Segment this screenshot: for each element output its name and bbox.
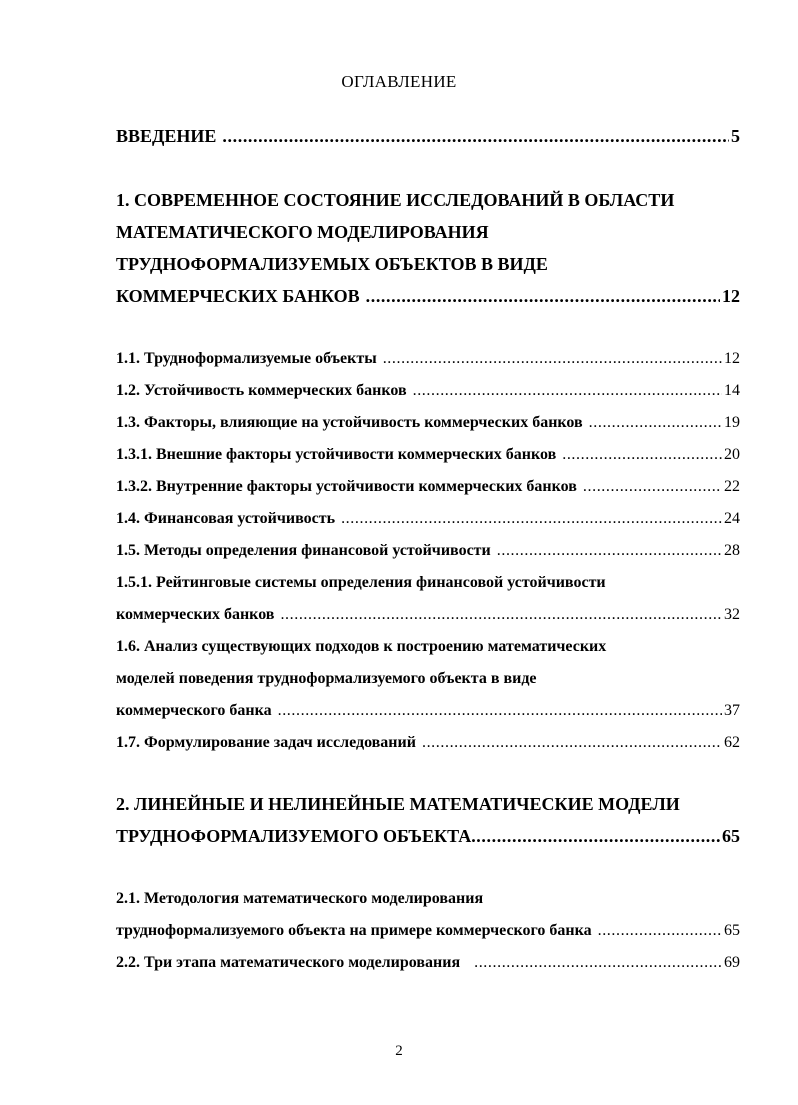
toc-leader <box>278 702 722 720</box>
toc-page: 20 <box>724 446 740 463</box>
toc-page: 37 <box>724 702 740 719</box>
toc-leader <box>598 922 722 940</box>
toc-entry-text: ТРУДНОФОРМАЛИЗУЕМОГО ОБЪЕКТА <box>116 826 472 846</box>
toc-leader <box>280 606 722 624</box>
toc-entry-text: КОММЕРЧЕСКИХ БАНКОВ <box>116 286 360 306</box>
toc-leader <box>583 478 722 496</box>
toc-entry-1-3-1 <box>116 446 740 464</box>
toc-page: 12 <box>724 350 740 367</box>
toc-leader <box>366 286 720 307</box>
toc-entry-text: 1.3.1. Внешние факторы устойчивости коммерческих банков <box>116 446 557 463</box>
toc-entry-text: 2.2. Три этапа математического моделирования <box>116 954 461 971</box>
toc-leader <box>497 542 722 560</box>
toc-page: 62 <box>724 734 740 751</box>
toc-page: 24 <box>724 510 740 527</box>
toc-page: 32 <box>724 606 740 623</box>
toc-entry-chapter-2 <box>116 826 740 847</box>
toc-entry-1-6-line-1: 1.6. Анализ существующих подходов к построению математических <box>116 638 607 655</box>
toc-entry-text: 1.3.2. Внутренние факторы устойчивости коммерческих банков <box>116 478 577 495</box>
toc-entry-text: 1.1. Трудноформализуемые объекты <box>116 350 377 367</box>
toc-entry-1-7 <box>116 734 740 752</box>
toc-page: 12 <box>722 286 740 306</box>
chapter-1-line-2: МАТЕМАТИЧЕСКОГО МОДЕЛИРОВАНИЯ <box>116 222 489 242</box>
page-number: 2 <box>395 1043 403 1059</box>
toc-entry-intro <box>116 126 740 147</box>
toc-leader <box>589 414 722 432</box>
toc-entry-1-2 <box>116 382 740 400</box>
toc-page: 19 <box>724 414 740 431</box>
toc-entry-text: 1.5. Методы определения финансовой устойчивости <box>116 542 491 559</box>
toc-entry-text: трудноформализуемого объекта на примере коммерческого банка <box>116 922 592 939</box>
toc-leader <box>562 446 722 464</box>
chapter-1-line-1: 1. СОВРЕМЕННОЕ СОСТОЯНИЕ ИССЛЕДОВАНИЙ В ОБЛАСТИ <box>116 190 675 210</box>
toc-leader <box>341 510 722 528</box>
toc-entry-1-5-1-line-1: 1.5.1. Рейтинговые системы определения финансовой устойчивости <box>116 574 606 591</box>
page-title: ОГЛАВЛЕНИЕ <box>341 72 457 91</box>
toc-entry-2-1-line-1: 2.1. Методология математического моделирования <box>116 890 484 907</box>
toc-entry-1-1 <box>116 350 740 368</box>
toc-entry-2-2 <box>116 954 740 972</box>
toc-entry-1-5 <box>116 542 740 560</box>
toc-entry-1-6 <box>116 702 740 720</box>
toc-page: 65 <box>722 826 740 846</box>
toc-page: 5 <box>731 126 740 146</box>
toc-entry-text: коммерческого банка <box>116 702 272 719</box>
toc-page: 14 <box>724 382 740 399</box>
toc-entry-text: 1.4. Финансовая устойчивость <box>116 510 336 527</box>
toc-entry-text: коммерческих банков <box>116 606 275 623</box>
toc-entry-2-1 <box>116 922 740 940</box>
toc-leader <box>474 954 722 972</box>
toc-entry-text: ВВЕДЕНИЕ <box>116 126 217 146</box>
toc-page: 22 <box>724 478 740 495</box>
toc-entry-text: 1.3. Факторы, влияющие на устойчивость коммерческих банков <box>116 414 583 431</box>
toc-leader <box>383 350 722 368</box>
toc-page: 69 <box>724 954 740 971</box>
toc-leader <box>471 826 720 847</box>
toc-leader <box>413 382 722 400</box>
toc-entry-1-3-2 <box>116 478 740 496</box>
toc-page: 65 <box>724 922 740 939</box>
toc-leader <box>422 734 722 752</box>
chapter-1-line-3: ТРУДНОФОРМАЛИЗУЕМЫХ ОБЪЕКТОВ В ВИДЕ <box>116 254 548 274</box>
toc-entry-1-4 <box>116 510 740 528</box>
chapter-2-line-1: 2. ЛИНЕЙНЫЕ И НЕЛИНЕЙНЫЕ МАТЕМАТИЧЕСКИЕ МОДЕЛИ <box>116 794 680 814</box>
toc-page: 28 <box>724 542 740 559</box>
toc-entry-1-5-1 <box>116 606 740 624</box>
toc-entry-text: 1.2. Устойчивость коммерческих банков <box>116 382 407 399</box>
toc-entry-1-3 <box>116 414 740 432</box>
toc-entry-1-6-line-2: моделей поведения трудноформализуемого объекта в виде <box>116 670 537 687</box>
toc-entry-text: 1.7. Формулирование задач исследований <box>116 734 416 751</box>
toc-leader <box>222 126 729 147</box>
toc-entry-chapter-1 <box>116 286 740 307</box>
